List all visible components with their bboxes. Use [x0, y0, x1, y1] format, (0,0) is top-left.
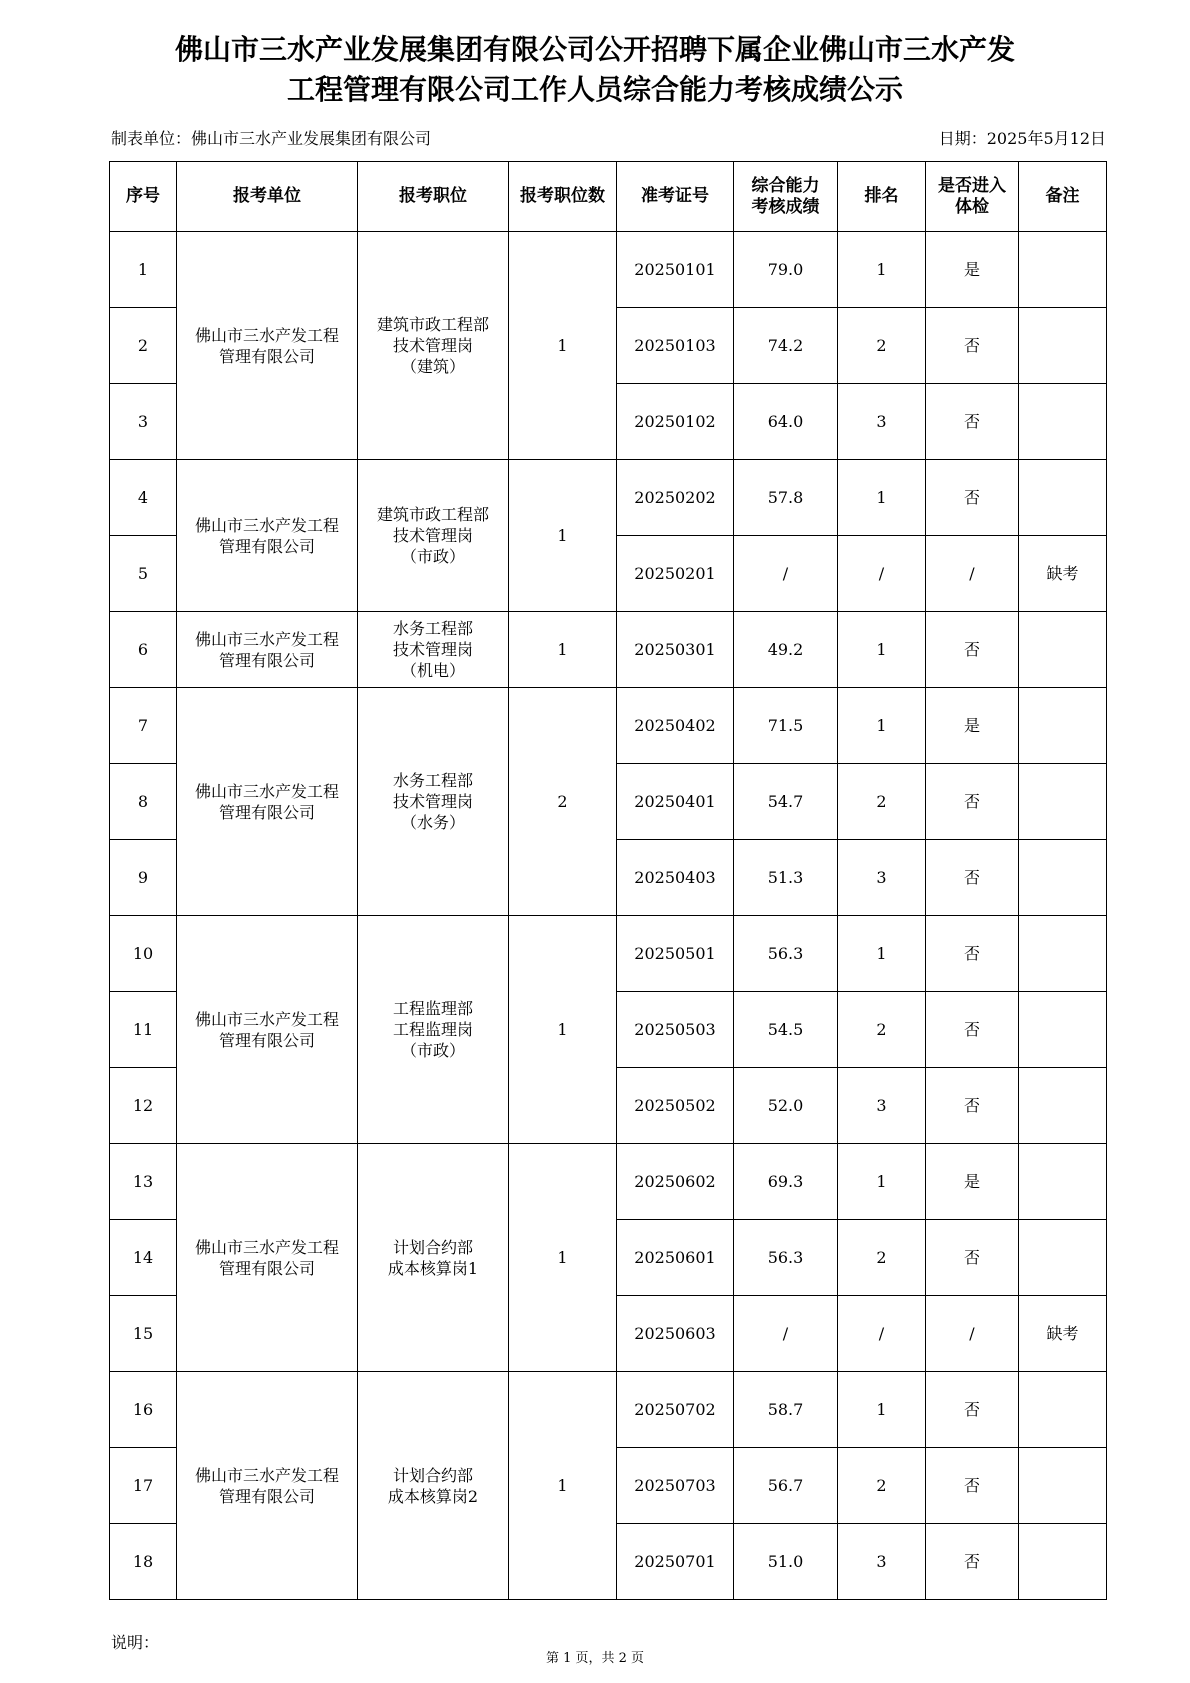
- physical-exam-cell: 否: [926, 916, 1019, 992]
- admission-number-cell: 20250501: [617, 916, 734, 992]
- table-row: [110, 1144, 1107, 1220]
- physical-exam-cell: 否: [926, 460, 1019, 536]
- row-number-cell: 11: [110, 992, 177, 1068]
- issuing-unit: 制表单位：佛山市三水产业发展集团有限公司: [111, 129, 432, 148]
- physical-exam-cell: 否: [926, 384, 1019, 460]
- row-number-cell: 12: [110, 1068, 177, 1144]
- row-number-cell: 3: [110, 384, 177, 460]
- title-line-1: 佛山市三水产业发展集团有限公司公开招聘下属企业佛山市三水产发: [174, 33, 1015, 66]
- remark-cell: [1019, 992, 1107, 1068]
- row-number-cell: 10: [110, 916, 177, 992]
- score-cell: /: [734, 536, 838, 612]
- header-cell: 报考职位数: [509, 162, 617, 232]
- table-header-row: [110, 162, 1107, 232]
- rank-cell: 2: [838, 764, 926, 840]
- score-cell: 52.0: [734, 1068, 838, 1144]
- position-count-cell: 1: [509, 1372, 617, 1600]
- title-line-2: 工程管理有限公司工作人员综合能力考核成绩公示: [286, 73, 903, 106]
- remark-cell: 缺考: [1019, 1296, 1107, 1372]
- unit-cell: 佛山市三水产发工程 管理有限公司: [177, 1144, 358, 1372]
- score-cell: 57.8: [734, 460, 838, 536]
- header-cell: 准考证号: [617, 162, 734, 232]
- score-cell: 56.3: [734, 916, 838, 992]
- position-cell: 水务工程部 技术管理岗 （机电）: [358, 612, 509, 688]
- remark-cell: [1019, 232, 1107, 308]
- remark-cell: [1019, 460, 1107, 536]
- header-cell: 综合能力 考核成绩: [734, 162, 838, 232]
- row-number-cell: 4: [110, 460, 177, 536]
- unit-cell: 佛山市三水产发工程 管理有限公司: [177, 916, 358, 1144]
- physical-exam-cell: /: [926, 1296, 1019, 1372]
- rank-cell: 3: [838, 1068, 926, 1144]
- unit-cell: 佛山市三水产发工程 管理有限公司: [177, 1372, 358, 1600]
- score-cell: 56.3: [734, 1220, 838, 1296]
- row-number-cell: 1: [110, 232, 177, 308]
- score-cell: 51.3: [734, 840, 838, 916]
- rank-cell: /: [838, 1296, 926, 1372]
- unit-cell: 佛山市三水产发工程 管理有限公司: [177, 232, 358, 460]
- admission-number-cell: 20250102: [617, 384, 734, 460]
- unit-cell: 佛山市三水产发工程 管理有限公司: [177, 460, 358, 612]
- score-cell: 49.2: [734, 612, 838, 688]
- admission-number-cell: 20250401: [617, 764, 734, 840]
- row-number-cell: 9: [110, 840, 177, 916]
- header-cell: 备注: [1019, 162, 1107, 232]
- rank-cell: 2: [838, 1220, 926, 1296]
- remark-cell: [1019, 688, 1107, 764]
- physical-exam-cell: /: [926, 536, 1019, 612]
- remark-cell: [1019, 1524, 1107, 1600]
- remark-cell: [1019, 308, 1107, 384]
- score-cell: /: [734, 1296, 838, 1372]
- physical-exam-cell: 是: [926, 232, 1019, 308]
- position-cell: 建筑市政工程部 技术管理岗 （建筑）: [358, 232, 509, 460]
- physical-exam-cell: 否: [926, 1068, 1019, 1144]
- document-title: [0, 30, 1190, 110]
- position-count-cell: 2: [509, 688, 617, 916]
- table-row: [110, 916, 1107, 992]
- rank-cell: /: [838, 536, 926, 612]
- remark-cell: [1019, 1144, 1107, 1220]
- row-number-cell: 2: [110, 308, 177, 384]
- position-count-cell: 1: [509, 232, 617, 460]
- rank-cell: 3: [838, 384, 926, 460]
- rank-cell: 1: [838, 460, 926, 536]
- position-cell: 计划合约部 成本核算岗2: [358, 1372, 509, 1600]
- score-cell: 56.7: [734, 1448, 838, 1524]
- physical-exam-cell: 否: [926, 764, 1019, 840]
- row-number-cell: 13: [110, 1144, 177, 1220]
- rank-cell: 1: [838, 612, 926, 688]
- remark-cell: [1019, 916, 1107, 992]
- remark-cell: [1019, 840, 1107, 916]
- row-number-cell: 14: [110, 1220, 177, 1296]
- score-cell: 79.0: [734, 232, 838, 308]
- row-number-cell: 17: [110, 1448, 177, 1524]
- table-row: [110, 1372, 1107, 1448]
- rank-cell: 2: [838, 992, 926, 1068]
- issue-date: 日期：2025年5月12日: [938, 129, 1106, 148]
- remark-cell: [1019, 1068, 1107, 1144]
- table-row: [110, 688, 1107, 764]
- table-row: [110, 612, 1107, 688]
- physical-exam-cell: 否: [926, 308, 1019, 384]
- score-cell: 58.7: [734, 1372, 838, 1448]
- admission-number-cell: 20250403: [617, 840, 734, 916]
- rank-cell: 1: [838, 916, 926, 992]
- page-footer: 第 1 页，共 2 页: [545, 1651, 645, 1666]
- rank-cell: 2: [838, 308, 926, 384]
- rank-cell: 3: [838, 1524, 926, 1600]
- physical-exam-cell: 否: [926, 1220, 1019, 1296]
- unit-cell: 佛山市三水产发工程 管理有限公司: [177, 612, 358, 688]
- score-table: [109, 161, 1107, 1600]
- physical-exam-cell: 是: [926, 688, 1019, 764]
- header-cell: 排名: [838, 162, 926, 232]
- row-number-cell: 6: [110, 612, 177, 688]
- position-cell: 建筑市政工程部 技术管理岗 （市政）: [358, 460, 509, 612]
- admission-number-cell: 20250702: [617, 1372, 734, 1448]
- physical-exam-cell: 否: [926, 1448, 1019, 1524]
- admission-number-cell: 20250602: [617, 1144, 734, 1220]
- admission-number-cell: 20250502: [617, 1068, 734, 1144]
- rank-cell: 1: [838, 1372, 926, 1448]
- physical-exam-cell: 是: [926, 1144, 1019, 1220]
- table-row: [110, 232, 1107, 308]
- remark-cell: 缺考: [1019, 536, 1107, 612]
- unit-cell: 佛山市三水产发工程 管理有限公司: [177, 688, 358, 916]
- rank-cell: 1: [838, 232, 926, 308]
- remark-cell: [1019, 612, 1107, 688]
- position-cell: 计划合约部 成本核算岗1: [358, 1144, 509, 1372]
- position-count-cell: 1: [509, 460, 617, 612]
- physical-exam-cell: 否: [926, 1524, 1019, 1600]
- header-cell: 报考职位: [358, 162, 509, 232]
- admission-number-cell: 20250703: [617, 1448, 734, 1524]
- score-cell: 54.7: [734, 764, 838, 840]
- row-number-cell: 8: [110, 764, 177, 840]
- row-number-cell: 16: [110, 1372, 177, 1448]
- remark-cell: [1019, 1372, 1107, 1448]
- header-cell: 报考单位: [177, 162, 358, 232]
- admission-number-cell: 20250601: [617, 1220, 734, 1296]
- row-number-cell: 15: [110, 1296, 177, 1372]
- physical-exam-cell: 否: [926, 840, 1019, 916]
- row-number-cell: 7: [110, 688, 177, 764]
- rank-cell: 1: [838, 688, 926, 764]
- physical-exam-cell: 否: [926, 992, 1019, 1068]
- score-cell: 54.5: [734, 992, 838, 1068]
- remark-cell: [1019, 1220, 1107, 1296]
- position-count-cell: 1: [509, 612, 617, 688]
- score-cell: 69.3: [734, 1144, 838, 1220]
- admission-number-cell: 20250402: [617, 688, 734, 764]
- remark-cell: [1019, 764, 1107, 840]
- header-cell: 序号: [110, 162, 177, 232]
- score-cell: 74.2: [734, 308, 838, 384]
- admission-number-cell: 20250503: [617, 992, 734, 1068]
- score-cell: 51.0: [734, 1524, 838, 1600]
- row-number-cell: 5: [110, 536, 177, 612]
- table-body: [110, 232, 1107, 1600]
- position-cell: 工程监理部 工程监理岗 （市政）: [358, 916, 509, 1144]
- note-label: 说明：: [111, 1633, 160, 1652]
- score-cell: 64.0: [734, 384, 838, 460]
- score-cell: 71.5: [734, 688, 838, 764]
- admission-number-cell: 20250201: [617, 536, 734, 612]
- physical-exam-cell: 否: [926, 1372, 1019, 1448]
- admission-number-cell: 20250202: [617, 460, 734, 536]
- position-count-cell: 1: [509, 916, 617, 1144]
- rank-cell: 1: [838, 1144, 926, 1220]
- admission-number-cell: 20250701: [617, 1524, 734, 1600]
- header-cell: 是否进入 体检: [926, 162, 1019, 232]
- remark-cell: [1019, 1448, 1107, 1524]
- admission-number-cell: 20250101: [617, 232, 734, 308]
- position-count-cell: 1: [509, 1144, 617, 1372]
- admission-number-cell: 20250603: [617, 1296, 734, 1372]
- admission-number-cell: 20250103: [617, 308, 734, 384]
- position-cell: 水务工程部 技术管理岗 （水务）: [358, 688, 509, 916]
- rank-cell: 3: [838, 840, 926, 916]
- admission-number-cell: 20250301: [617, 612, 734, 688]
- rank-cell: 2: [838, 1448, 926, 1524]
- physical-exam-cell: 否: [926, 612, 1019, 688]
- remark-cell: [1019, 384, 1107, 460]
- row-number-cell: 18: [110, 1524, 177, 1600]
- table-row: [110, 460, 1107, 536]
